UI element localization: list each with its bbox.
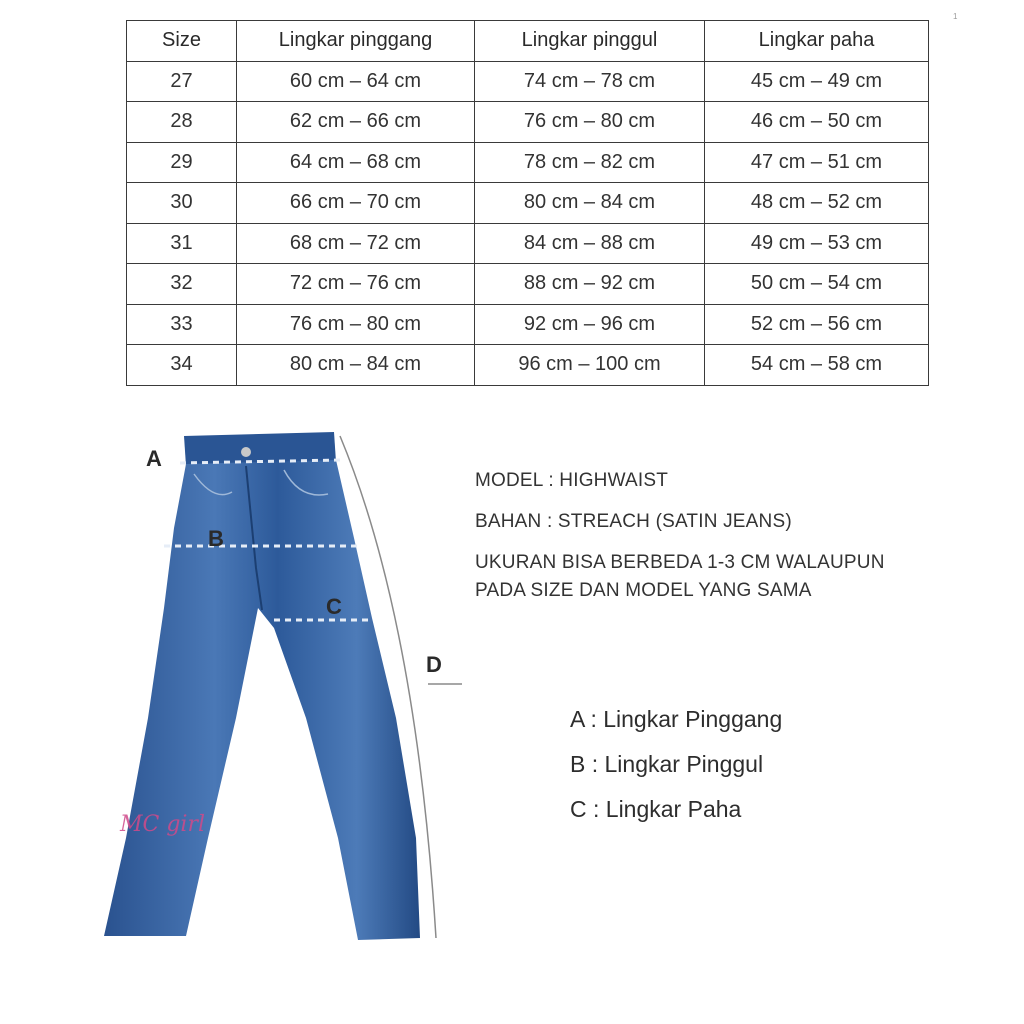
cell-hip: 76 cm – 80 cm <box>475 102 705 143</box>
cell-hip: 92 cm – 96 cm <box>475 304 705 345</box>
header-hip: Lingkar pinggul <box>475 21 705 62</box>
cell-hip: 88 cm – 92 cm <box>475 264 705 305</box>
table-row <box>127 345 929 386</box>
cell-waist: 80 cm – 84 cm <box>237 345 475 386</box>
cell-waist: 64 cm – 68 cm <box>237 142 475 183</box>
cell-waist: 68 cm – 72 cm <box>237 223 475 264</box>
cell-thigh: 49 cm – 53 cm <box>705 223 929 264</box>
cell-size: 34 <box>127 345 237 386</box>
cell-hip: 74 cm – 78 cm <box>475 61 705 102</box>
cell-hip: 84 cm – 88 cm <box>475 223 705 264</box>
cell-waist: 72 cm – 76 cm <box>237 264 475 305</box>
cell-thigh: 54 cm – 58 cm <box>705 345 929 386</box>
corner-mark: 1 <box>953 12 958 21</box>
label-c: C <box>326 594 342 619</box>
cell-hip: 80 cm – 84 cm <box>475 183 705 224</box>
header-size: Size <box>127 21 237 62</box>
label-a: A <box>146 446 162 471</box>
table-row <box>127 264 929 305</box>
cell-thigh: 50 cm – 54 cm <box>705 264 929 305</box>
cell-hip: 96 cm – 100 cm <box>475 345 705 386</box>
legend-a: A : Lingkar Pinggang <box>570 706 783 732</box>
cell-waist: 60 cm – 64 cm <box>237 61 475 102</box>
table-row <box>127 61 929 102</box>
jeans-figure <box>96 418 956 958</box>
size-chart-table <box>126 20 929 386</box>
cell-thigh: 46 cm – 50 cm <box>705 102 929 143</box>
cell-waist: 62 cm – 66 cm <box>237 102 475 143</box>
legend-b: B : Lingkar Pinggul <box>570 751 764 777</box>
cell-thigh: 45 cm – 49 cm <box>705 61 929 102</box>
table-row <box>127 304 929 345</box>
table-row <box>127 183 929 224</box>
table-row <box>127 223 929 264</box>
cell-size: 32 <box>127 264 237 305</box>
header-waist: Lingkar pinggang <box>237 21 475 62</box>
jeans-body <box>104 460 420 940</box>
cell-size: 28 <box>127 102 237 143</box>
table-header-row <box>127 21 929 62</box>
spec-note-line2: PADA SIZE DAN MODEL YANG SAMA <box>475 580 812 601</box>
cell-waist: 66 cm – 70 cm <box>237 183 475 224</box>
spec-model: MODEL : HIGHWAIST <box>475 470 669 491</box>
cell-size: 27 <box>127 61 237 102</box>
spec-material: BAHAN : STREACH (SATIN JEANS) <box>475 511 792 532</box>
cell-size: 29 <box>127 142 237 183</box>
watermark: MC girl <box>120 812 206 837</box>
table-row <box>127 142 929 183</box>
label-d: D <box>426 652 442 677</box>
header-thigh: Lingkar paha <box>705 21 929 62</box>
cell-size: 31 <box>127 223 237 264</box>
cell-thigh: 47 cm – 51 cm <box>705 142 929 183</box>
cell-size: 33 <box>127 304 237 345</box>
cell-size: 30 <box>127 183 237 224</box>
label-b: B <box>208 526 224 551</box>
cell-waist: 76 cm – 80 cm <box>237 304 475 345</box>
cell-hip: 78 cm – 82 cm <box>475 142 705 183</box>
cell-thigh: 48 cm – 52 cm <box>705 183 929 224</box>
table-row <box>127 102 929 143</box>
spec-note-line1: UKURAN BISA BERBEDA 1-3 CM WALAUPUN <box>475 552 885 573</box>
cell-thigh: 52 cm – 56 cm <box>705 304 929 345</box>
table-body <box>127 61 929 385</box>
legend-c: C : Lingkar Paha <box>570 796 742 822</box>
jeans-illustration <box>96 418 956 958</box>
